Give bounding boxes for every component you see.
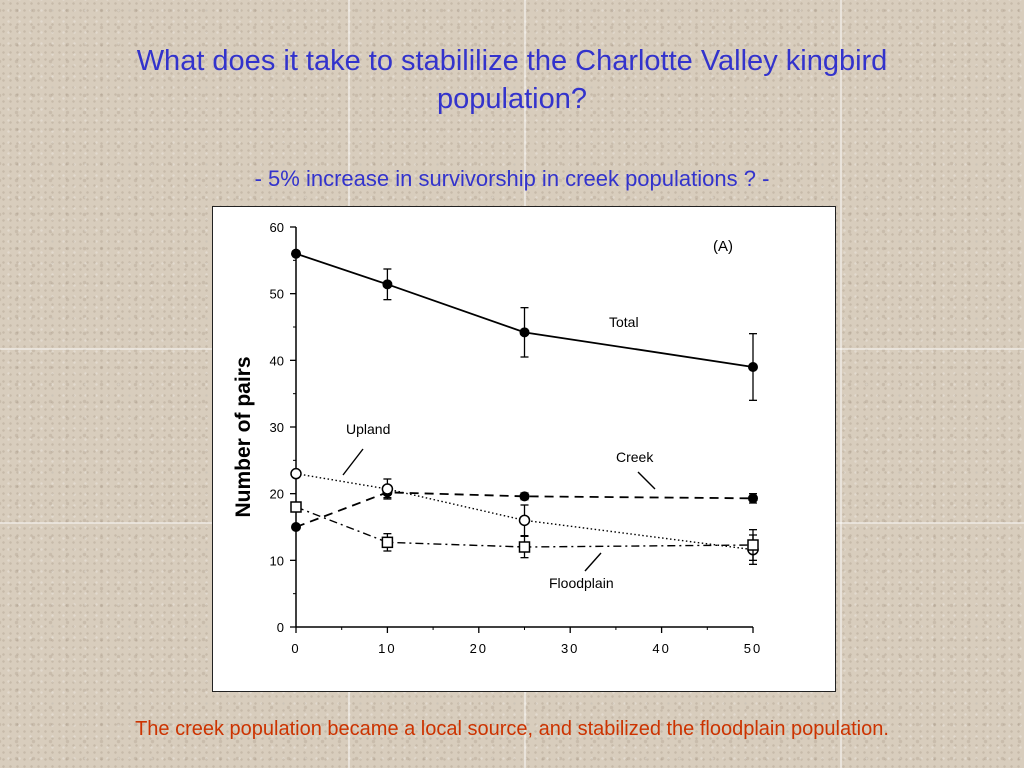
slide-title: What does it take to stabililize the Charlotte Valley kingbird population? (136, 45, 888, 115)
data-point-total (291, 249, 301, 259)
data-point-floodplain (748, 540, 758, 550)
data-point-floodplain (291, 502, 301, 512)
line-chart (213, 207, 835, 691)
y-tick-label: 0 (276, 620, 284, 635)
data-point-total (520, 327, 530, 337)
x-tick-label: 20 (469, 641, 489, 656)
series-label-total: Total (609, 314, 639, 330)
y-tick-label: 60 (269, 220, 284, 235)
data-point-upland (382, 484, 392, 494)
slide-subtitle: - 5% increase in survivorship in creek populations ? - (254, 166, 770, 191)
panel-label: (A) (713, 238, 733, 255)
x-tick-label: 0 (291, 641, 301, 656)
data-point-floodplain (520, 542, 530, 552)
data-point-total (748, 362, 758, 372)
data-point-creek (748, 493, 758, 503)
y-tick-label: 30 (269, 420, 284, 435)
x-tick-label: 40 (652, 641, 671, 656)
x-tick-label: 50 (743, 641, 763, 656)
y-tick-label: 10 (269, 553, 284, 569)
leader-line-creek (638, 472, 655, 489)
y-tick-label: 50 (269, 286, 284, 302)
leader-line-floodplain (585, 553, 601, 571)
y-tick-label: 20 (269, 486, 284, 502)
leader-line-upland (343, 449, 363, 475)
y-axis-label: Number of pairs (232, 356, 255, 518)
data-point-floodplain (382, 537, 392, 547)
data-point-upland (520, 515, 530, 525)
slide-footer: The creek population became a local source, and stabilized the floodplain population. (135, 718, 889, 740)
series-label-floodplain: Floodplain (549, 575, 614, 591)
x-tick-label: 30 (560, 641, 580, 656)
data-point-upland (291, 469, 301, 479)
data-point-creek (520, 491, 530, 501)
series-label-upland: Upland (346, 421, 391, 437)
data-point-creek (291, 522, 301, 532)
series-label-creek: Creek (616, 449, 654, 465)
x-tick-label: 10 (378, 641, 397, 656)
chart-figure (212, 206, 836, 692)
data-point-total (382, 279, 392, 289)
y-tick-label: 40 (269, 353, 284, 369)
